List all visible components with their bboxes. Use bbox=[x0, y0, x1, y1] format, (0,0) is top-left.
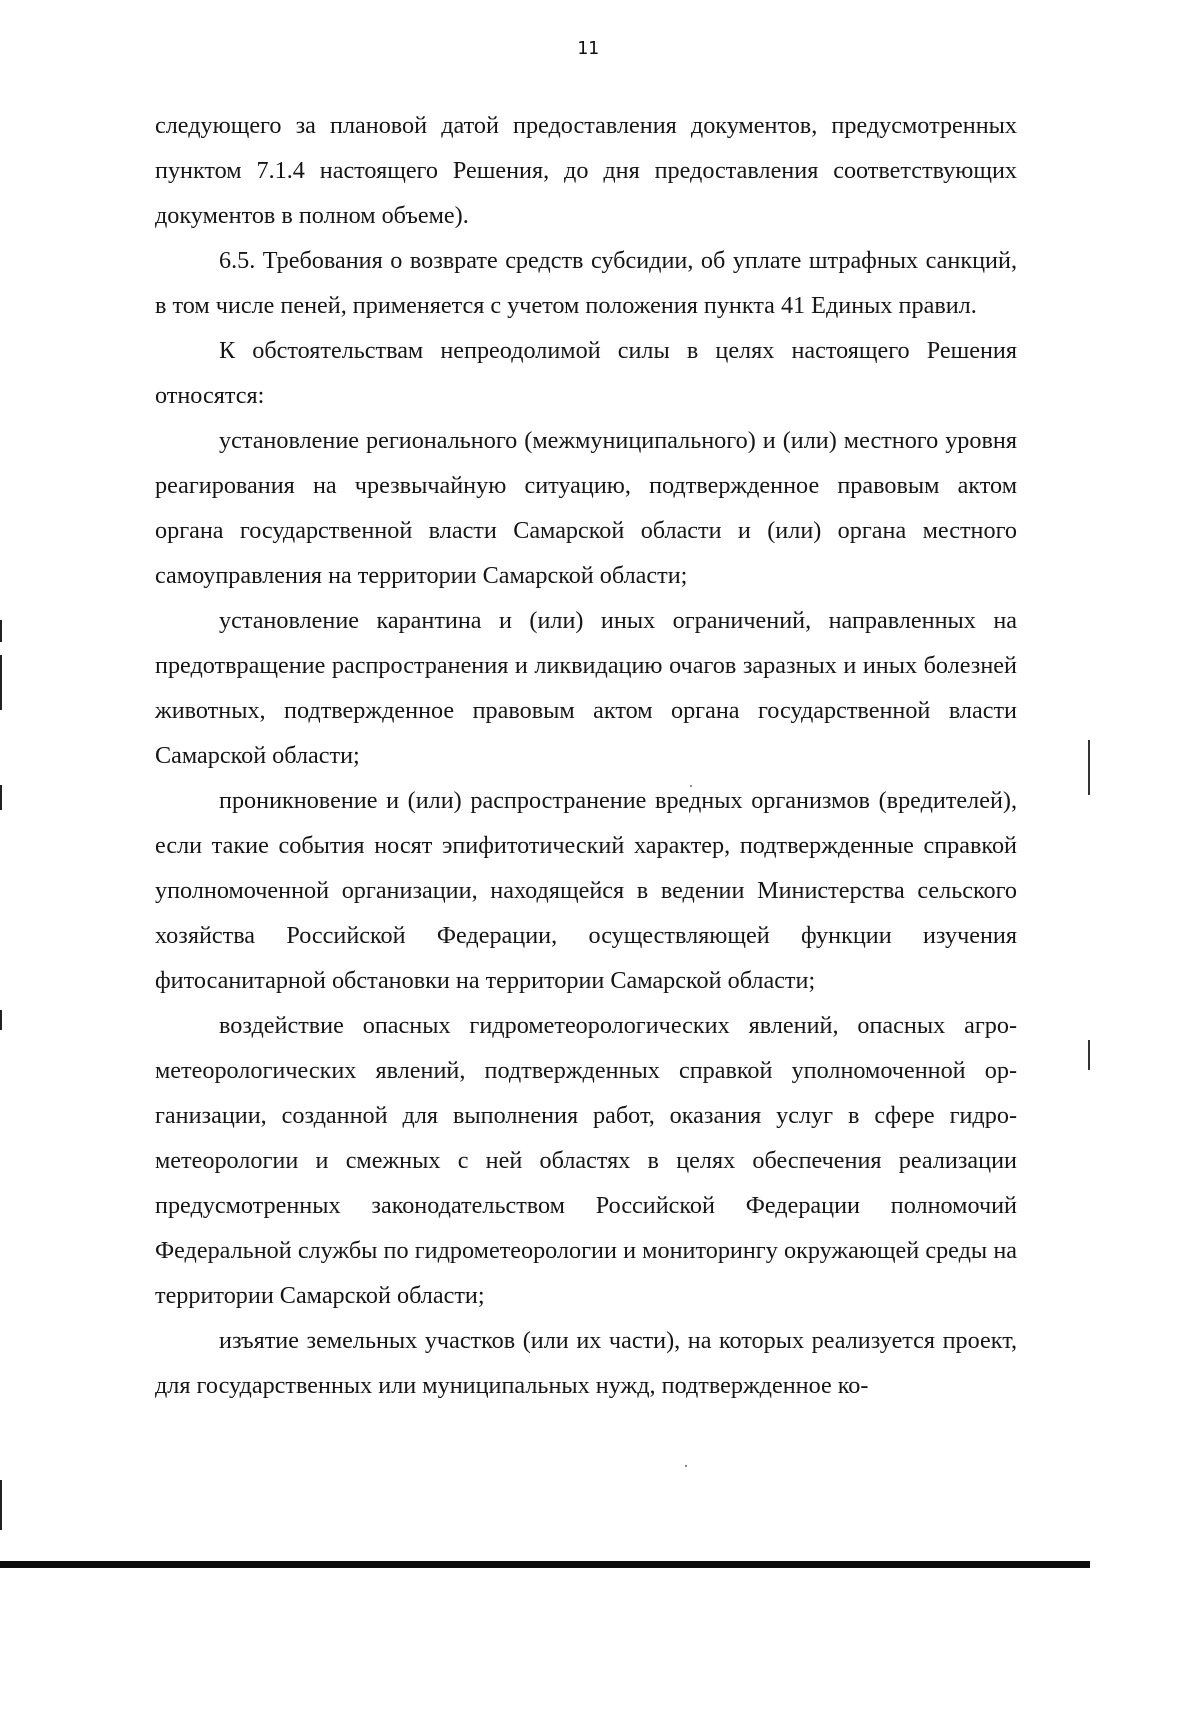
scan-speck bbox=[685, 1465, 687, 1467]
scan-edge-mark bbox=[1088, 1040, 1090, 1070]
paragraph-emergency-response: установление регионального (межмуниципального) и (или) местного уровня реагирования на чрезвычайную ситуацию, подтвержденное правовым актом органа государственной власти Самарской области и (или) органа местного самоуправления на территории Самарской области; bbox=[155, 427, 1017, 589]
scan-edge-mark bbox=[0, 1010, 2, 1030]
page-number: 11 bbox=[577, 38, 599, 59]
scan-edge-mark bbox=[1088, 740, 1090, 795]
paragraph-land-seizure: изъятие земельных участков (или их части), на которых реализуется проект, для государственных или муниципальных нужд, подтвержденное ко- bbox=[155, 1327, 1017, 1399]
paragraph-hydrometeorological: воздействие опасных гидрометеорологических явлений, опасных агрометеорологических явлений, подтвержденных справкой уполномоченной организации, созданной для выполнения работ, оказания услуг в сфере гидрометеорологии и смежных с ней областях в целях обеспечения реализации предусмотренных законодательством Российской Федерации полномочий Федеральной службы по гидрометеорологии и мониторингу окружающей среды на территории Самарской области; bbox=[155, 1012, 1017, 1309]
scan-edge-mark bbox=[0, 655, 2, 710]
paragraph-quarantine: установление карантина и (или) иных ограничений, направленных на предотвращение распространения и ликвидацию очагов заразных и иных болезней животных, подтвержденное правовым актом органа государственной власти Самарской области; bbox=[155, 607, 1017, 769]
scan-edge-mark bbox=[0, 620, 2, 642]
scan-edge-mark bbox=[0, 785, 2, 810]
paragraph-continuation: следующего за плановой датой предоставления документов, предусмотренных пунктом 7.1.4 настоящего Решения, до дня предоставления соответствующих документов в полном объеме). bbox=[155, 112, 1017, 229]
document-body bbox=[155, 103, 1017, 1408]
scan-bottom-border bbox=[0, 1561, 1090, 1568]
scan-edge-mark bbox=[0, 1480, 2, 1530]
paragraph-pests: проникновение и (или) распространение вредных организмов (вредителей), если такие события носят эпифитотический характер, подтвержденные справкой уполномоченной организации, находящейся в ведении Министерства сельского хозяйства Российской Федерации, осуществляющей функции изучения фитосанитарной обстановки на территории Самарской области; bbox=[155, 787, 1017, 994]
paragraph-force-majeure-intro: К обстоятельствам непреодолимой силы в целях настоящего Решения относятся: bbox=[155, 337, 1017, 409]
paragraph-clause-6-5: 6.5. Требования о возврате средств субсидии, об уплате штрафных санкций, в том числе пеней, применяется с учетом положения пункта 41 Единых правил. bbox=[155, 247, 1017, 319]
